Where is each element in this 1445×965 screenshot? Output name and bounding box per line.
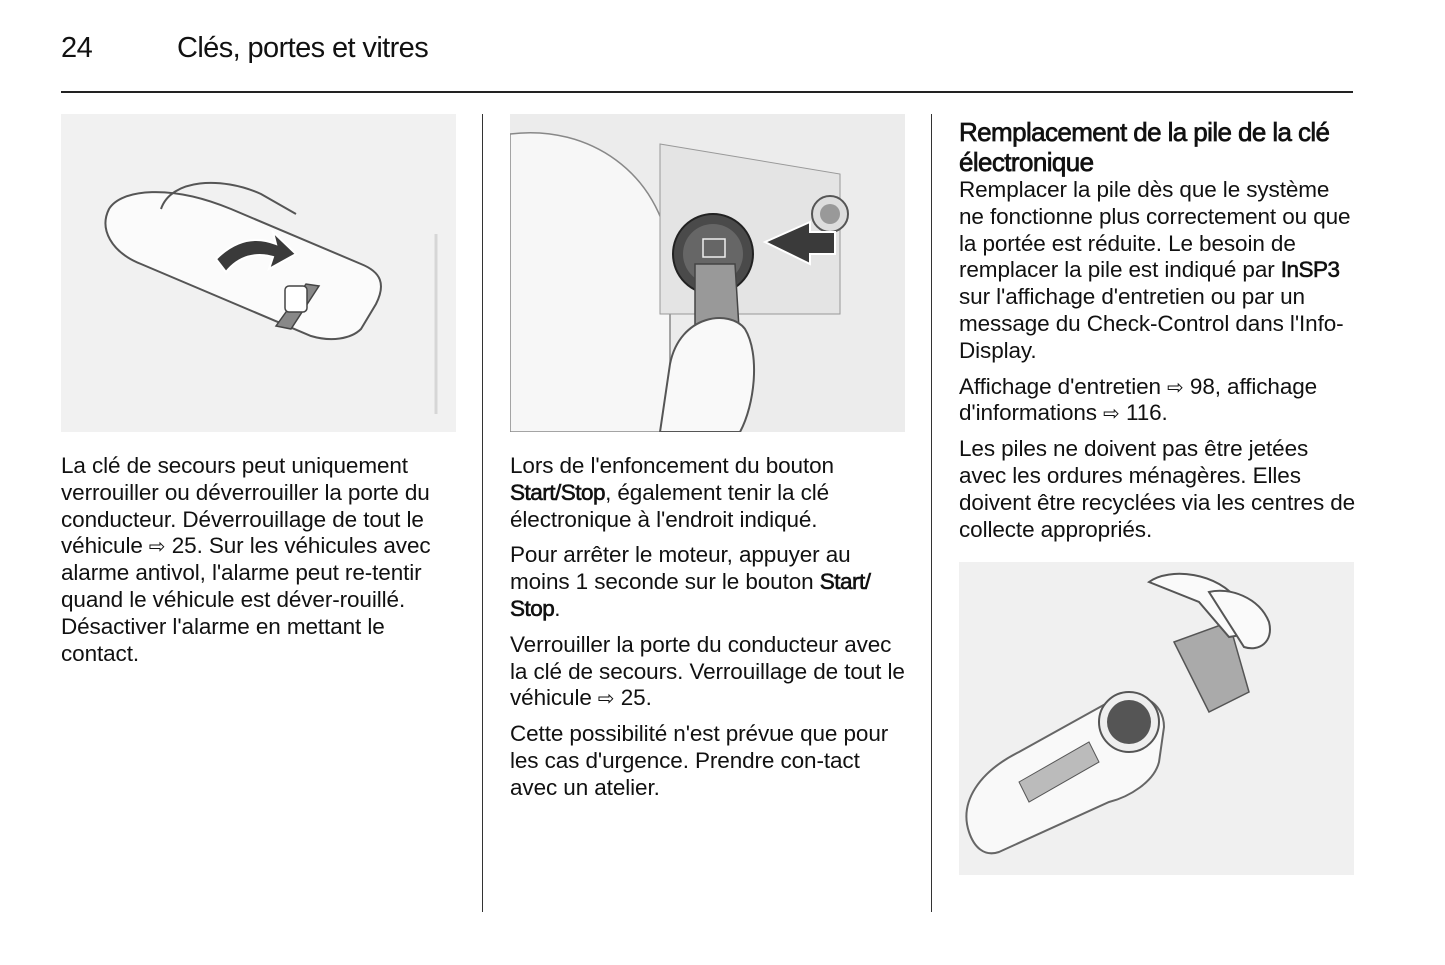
text-run: Affichage d'entretien bbox=[959, 373, 1168, 399]
text-run: Pour arrêter le moteur, appuyer au moins 1 seconde sur le bouton bbox=[510, 542, 851, 595]
key-battery-illustration bbox=[959, 562, 1354, 875]
xref-arrow-icon: ⇨ bbox=[1167, 374, 1184, 399]
door-handle-illustration bbox=[61, 114, 456, 432]
xref-arrow-icon: ⇨ bbox=[148, 534, 166, 559]
xref-arrow-icon: ⇨ bbox=[597, 686, 615, 711]
text-run: . bbox=[1161, 400, 1168, 426]
text-run: . bbox=[645, 685, 652, 711]
paragraph bbox=[510, 453, 910, 533]
column-divider bbox=[482, 114, 483, 912]
paragraph: Cette possibilité n'est prévue que pour les cas d'urgence. Prendre con-tact avec un atelier. bbox=[510, 721, 889, 800]
page-reference: 98 bbox=[1189, 373, 1215, 399]
chapter-title: Clés, portes et vitres bbox=[177, 32, 429, 64]
paragraph bbox=[61, 453, 463, 667]
text-run: . Sur les véhicules avec alarme antivol, l'alarme peut re-tentir quand le véhicule est déver-rouillé. Désactiver l'alarme en mettant le contact. bbox=[61, 533, 431, 666]
page-number: 24 bbox=[61, 32, 93, 64]
bold-term: InSP3 bbox=[1280, 257, 1340, 283]
page-reference: 25 bbox=[171, 533, 197, 559]
text-run: Verrouiller la porte du conducteur avec la clé de secours. Verrouillage de tout le véhicule bbox=[510, 631, 905, 711]
page-header bbox=[61, 30, 1353, 92]
text-run: sur l'affichage d'entretien ou par un message du Check-Control dans l'Info-Display. bbox=[959, 284, 1344, 363]
ignition-key-illustration bbox=[510, 114, 905, 432]
paragraph: Les piles ne doivent pas être jetées avec les ordures ménagères. Elles doivent être recyclées via les centres de collecte appropriés. bbox=[959, 436, 1356, 542]
bold-term: Start/ Stop bbox=[510, 569, 871, 621]
column-divider bbox=[931, 114, 932, 912]
column-3-text bbox=[959, 117, 1359, 552]
paragraph bbox=[510, 542, 910, 622]
column-2-text bbox=[510, 453, 910, 811]
column-1-text bbox=[61, 453, 463, 676]
text-run: , affichage d'informations bbox=[959, 373, 1318, 426]
text-run: La clé de secours peut uniquement verrouiller ou déverrouiller la porte du conducteur. Déverrouillage de tout le véhicule bbox=[61, 453, 430, 559]
paragraph bbox=[959, 374, 1359, 428]
paragraph bbox=[510, 632, 910, 712]
bold-term: Start/Stop bbox=[510, 479, 606, 505]
section-heading: Remplacement de la pile de la clé électronique bbox=[959, 117, 1330, 177]
page-reference: 25 bbox=[620, 685, 646, 711]
xref-arrow-icon: ⇨ bbox=[1103, 401, 1120, 426]
text-run: Lors de l'enfoncement du bouton bbox=[510, 453, 834, 478]
header-rule bbox=[61, 91, 1353, 93]
text-run: . bbox=[554, 595, 561, 621]
paragraph bbox=[959, 177, 1359, 365]
text-run: , également tenir la clé électronique à l'endroit indiqué. bbox=[510, 479, 830, 532]
text-run: Remplacer la pile dès que le système ne fonctionne plus correctement ou que la portée est réduite. Le besoin de remplacer la pile est indiqué par bbox=[959, 177, 1351, 283]
page-reference: 116 bbox=[1125, 400, 1162, 426]
